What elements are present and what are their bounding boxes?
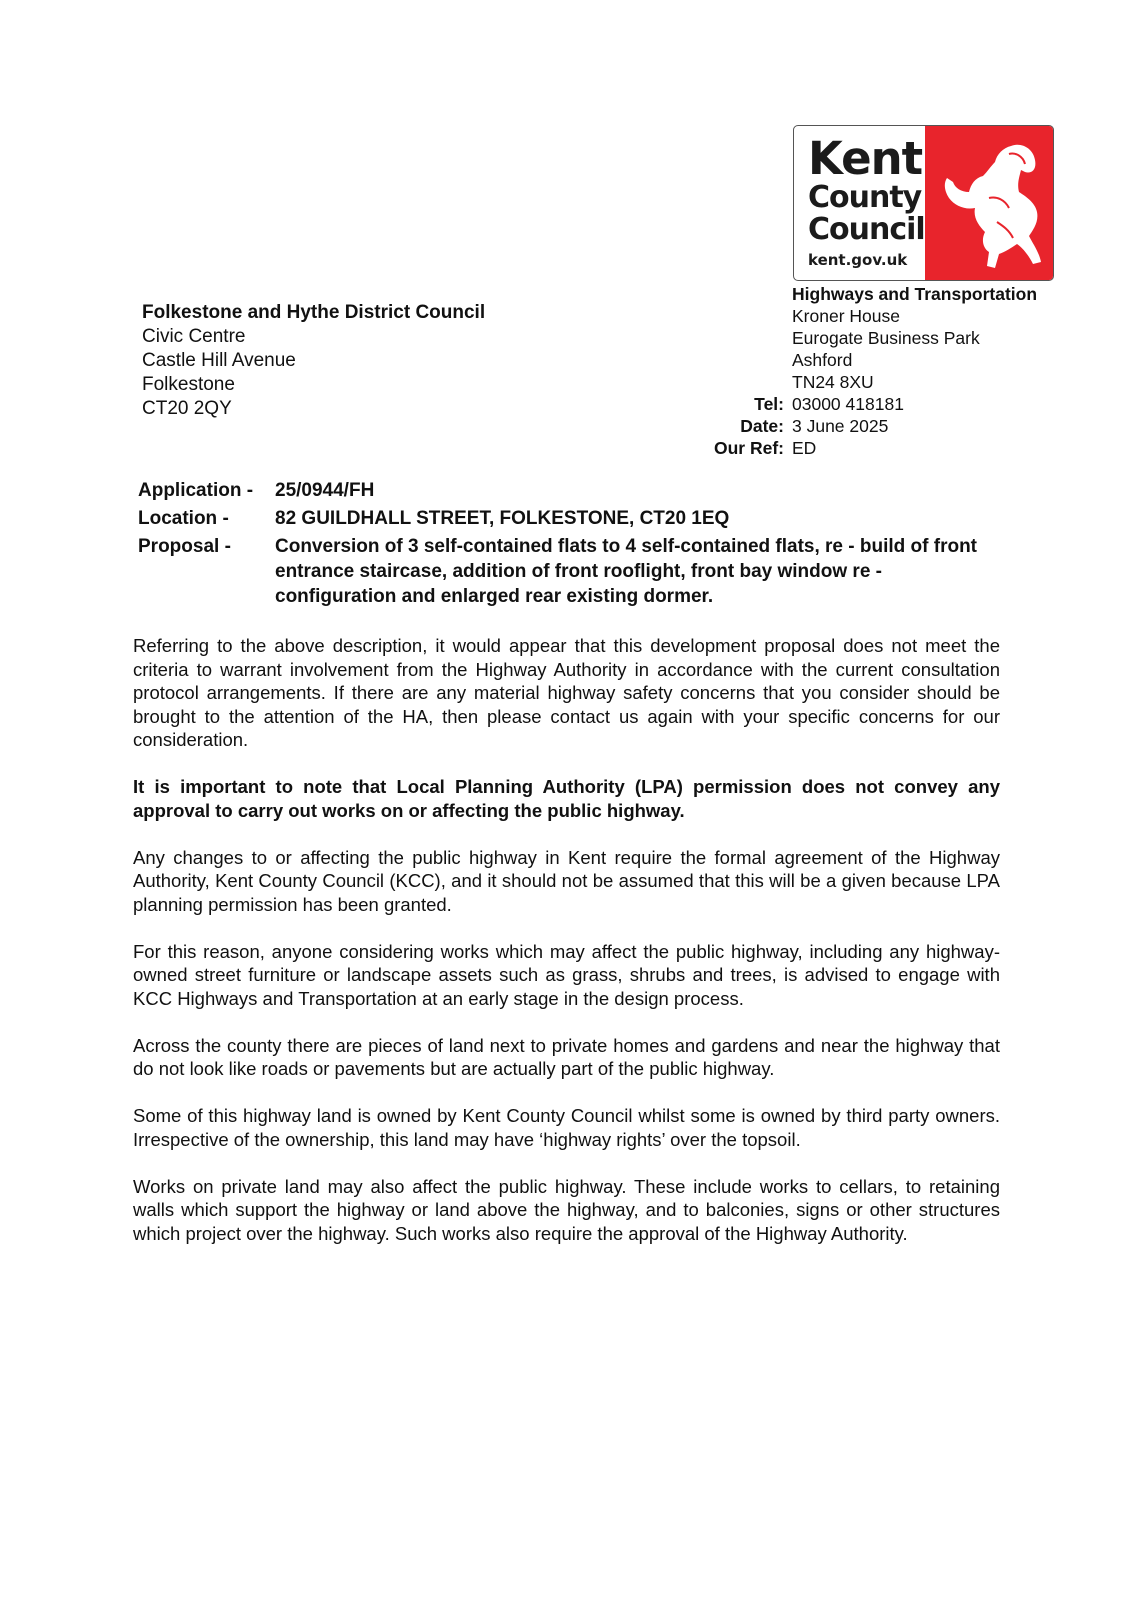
logo-line-council: Council xyxy=(808,212,925,247)
recipient-postcode: CT20 2QY xyxy=(142,398,232,419)
application-details xyxy=(138,478,998,612)
logo-line-kent: Kent xyxy=(808,132,923,185)
sender-address-block xyxy=(706,283,1116,459)
proposal-value: Conversion of 3 self-contained flats to 4 self-contained flats, re - build of front entrance staircase, addition of front rooflight, front bay window re -configuration and enlarged rear existing dormer. xyxy=(275,536,978,607)
sender-postcode: TN24 8XU xyxy=(792,372,874,392)
logo-line-county: County xyxy=(808,180,922,215)
tel-value: 03000 418181 xyxy=(792,394,904,414)
location-value: 82 GUILDHALL STREET, FOLKESTONE, CT20 1EQ xyxy=(275,508,730,529)
logo-emblem-panel xyxy=(925,126,1053,280)
body-paragraph: For this reason, anyone considering works which may affect the public highway, including any highway-owned street furniture or landscape assets such as grass, shrubs and trees, is advised to engage with KCC Highways and Transportation at an early stage in the design process. xyxy=(133,940,1000,1009)
sender-address-line: Ashford xyxy=(792,350,853,370)
proposal-label: Proposal - xyxy=(138,536,231,557)
logo-url: kent.gov.uk xyxy=(808,251,908,269)
ref-label: Our Ref: xyxy=(714,438,784,458)
body-paragraph: Across the county there are pieces of land next to private homes and gardens and near the highway that do not look like roads or pavements but are actually part of the public highway. xyxy=(133,1034,1000,1079)
body-paragraph: Works on private land may also affect the public highway. These include works to cellars, to retaining walls which support the highway or land above the highway, and to balconies, signs or other structures which project over the highway. Such works also require the approval of the Highway Authority. xyxy=(133,1175,1000,1244)
date-label: Date: xyxy=(740,416,784,436)
sender-address-line: Kroner House xyxy=(792,306,900,326)
location-label: Location - xyxy=(138,508,229,529)
tel-label: Tel: xyxy=(754,394,784,414)
body-paragraph: Any changes to or affecting the public highway in Kent require the formal agreement of the Highway Authority, Kent County Council (KCC), and it should not be assumed that this will be a given because LPA planning permission has been granted. xyxy=(133,846,1000,915)
sender-address-line: Eurogate Business Park xyxy=(792,328,980,348)
logo-wordmark xyxy=(808,132,925,269)
body-paragraph: Some of this highway land is owned by Kent County Council whilst some is owned by third party owners. Irrespective of the ownership, this land may have ‘highway rights’ over the topsoil. xyxy=(133,1105,1000,1150)
application-label: Application - xyxy=(138,480,254,501)
recipient-address-block xyxy=(142,301,485,421)
recipient-address-line: Castle Hill Avenue xyxy=(142,350,296,371)
kent-county-council-logo xyxy=(793,125,1054,281)
recipient-address-line: Folkestone xyxy=(142,374,235,395)
important-note-paragraph: It is important to note that Local Planning Authority (LPA) permission does not convey any approval to carry out works on or affecting the public highway. xyxy=(133,776,1000,821)
letter-body xyxy=(133,634,1000,1269)
recipient-address-line: Civic Centre xyxy=(142,326,246,347)
date-value: 3 June 2025 xyxy=(792,416,889,436)
body-paragraph: Referring to the above description, it would appear that this development proposal does not meet the criteria to warrant involvement from the Highway Authority in accordance with the current consultation protocol arrangements. If there are any material highway safety concerns that you consider should be brought to the attention of the HA, then please contact us again with your specific concerns for our consideration. xyxy=(133,635,1000,750)
recipient-name: Folkestone and Hythe District Council xyxy=(142,302,486,323)
ref-value: ED xyxy=(792,438,817,458)
application-number: 25/0944/FH xyxy=(275,480,375,501)
white-horse-icon xyxy=(925,126,1053,280)
sender-department: Highways and Transportation xyxy=(792,284,1038,304)
